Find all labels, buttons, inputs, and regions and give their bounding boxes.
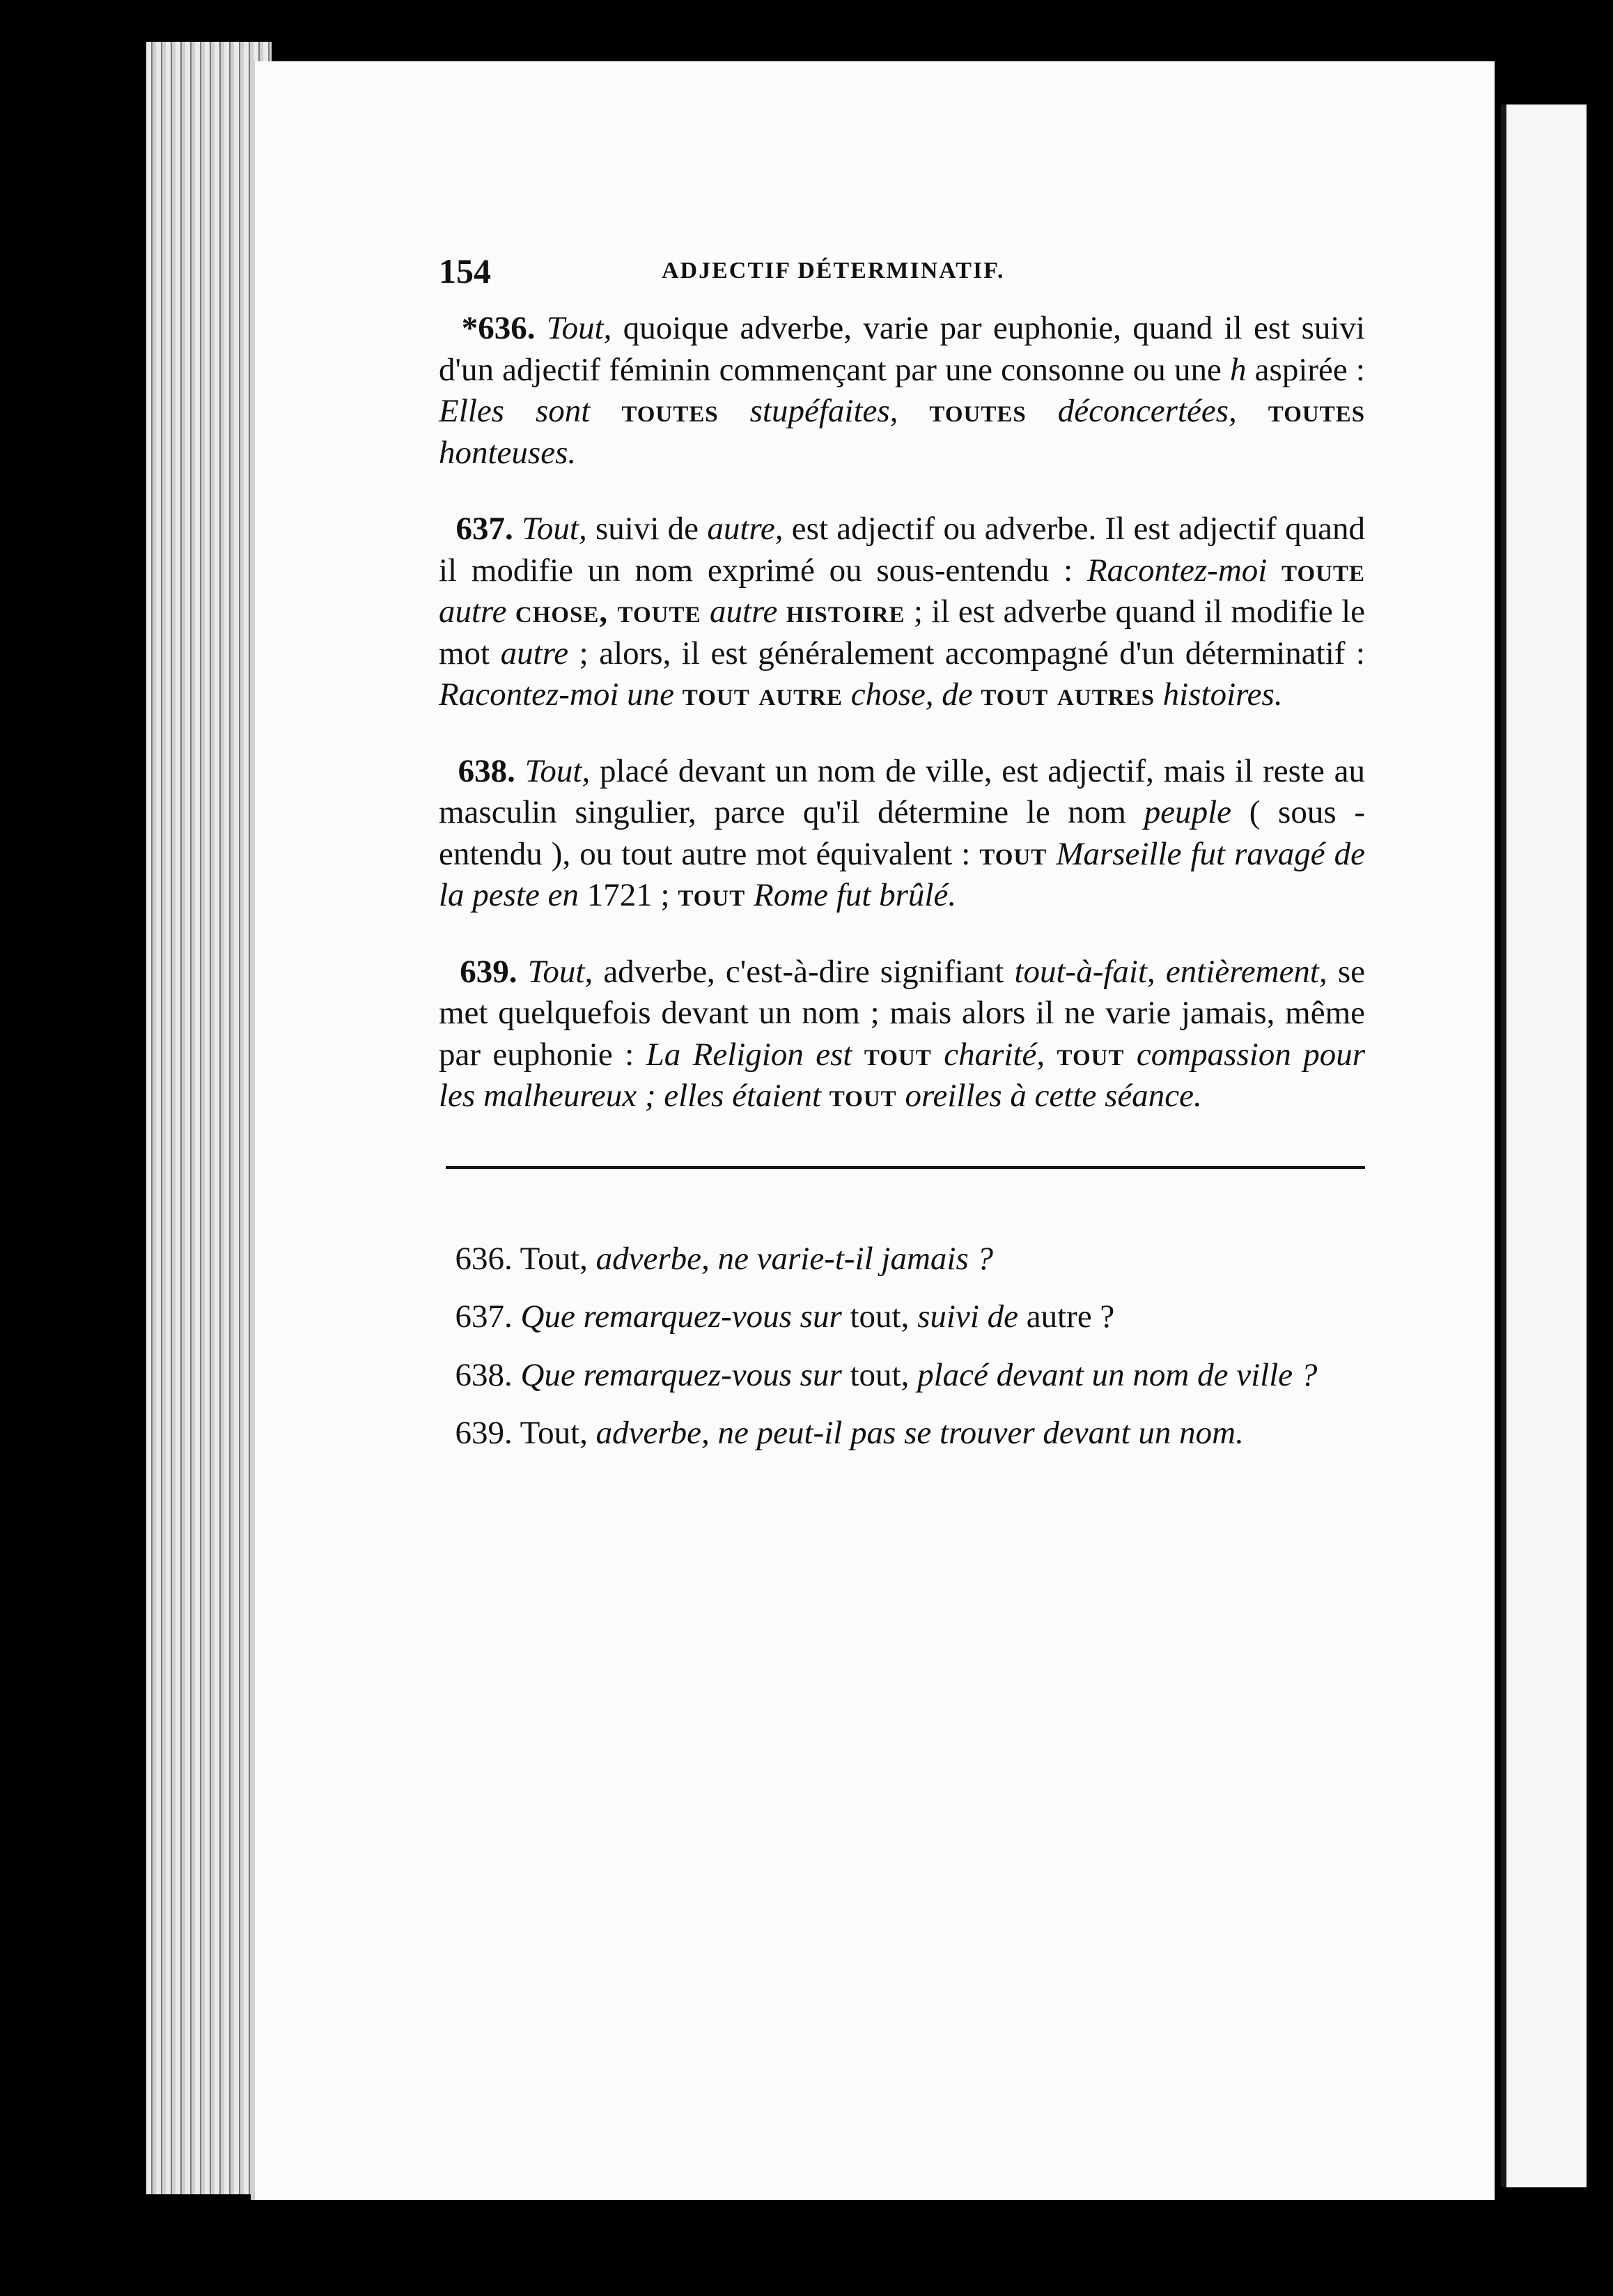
question-text: autre ? <box>1018 1298 1115 1335</box>
italic-term: tout-à-fait, entièrement, <box>1014 953 1327 990</box>
question-text: tout, <box>841 1298 918 1335</box>
paragraph-number: 638. <box>458 752 515 789</box>
italic-term: autre <box>500 635 569 672</box>
small-caps-word: tout <box>979 835 1047 872</box>
small-caps-word: toutes <box>929 393 1027 429</box>
question-text: Tout, <box>512 1415 596 1451</box>
body-text: adverbe, c'est-à-dire signifiant <box>593 953 1015 990</box>
small-caps-word: tout autres <box>981 676 1155 713</box>
page-number: 154 <box>439 251 491 290</box>
page-header <box>439 251 1365 293</box>
small-caps-word: toutes <box>1268 393 1366 429</box>
small-caps-word: tout <box>1057 1036 1125 1073</box>
body-text: ( sous - entendu ), ou tout autre mot équivalent : <box>439 794 1365 872</box>
paragraph-number: 639. <box>460 953 517 990</box>
paragraph-636 <box>439 308 1365 474</box>
italic-term: peuple <box>1144 794 1231 830</box>
body-text: quoique adverbe, varie par euphonie, quand il est suivi d'un adjectif féminin commençant par une consonne ou une <box>439 310 1365 388</box>
body-text: placé devant un nom de ville, est adjectif, mais il reste au masculin singulier, parce qu'il détermine le nom <box>439 752 1366 830</box>
question-text-italic: suivi de <box>917 1298 1018 1335</box>
example-text: La Religion est <box>646 1036 852 1073</box>
small-caps-word: tout autre <box>682 676 843 713</box>
example-text: Racontez-moi <box>1086 552 1268 589</box>
small-caps-word: tout <box>864 1036 932 1073</box>
small-caps-word: tout <box>678 877 746 913</box>
body-text: ; il est adverbe quand il modifie le mot <box>439 594 1366 672</box>
body-text: est adjectif ou adverbe. Il est adjectif quand il modifie un nom exprimé ou sous-entendu : <box>439 511 1365 589</box>
question-639 <box>439 1413 1365 1455</box>
page-content <box>439 251 1365 1471</box>
example-text: Elles sont <box>439 393 591 429</box>
body-text: ; alors, il est généralement accompagné d'un déterminatif : <box>568 635 1365 672</box>
example-text: honteuses. <box>439 434 577 471</box>
example-text: déconcertées, <box>1057 393 1237 429</box>
question-638 <box>439 1355 1365 1397</box>
body-text: suivi de <box>586 511 708 547</box>
paragraph-637 <box>439 509 1365 716</box>
example-text: charité, <box>944 1036 1045 1073</box>
small-caps-word: toute <box>1281 552 1366 589</box>
question-number: 638. <box>455 1356 513 1393</box>
question-number: 639. <box>455 1415 513 1451</box>
section-divider <box>446 1166 1365 1169</box>
paragraph-number: 637. <box>455 511 513 547</box>
example-text: stupéfaites, <box>749 393 898 429</box>
question-text-italic: placé devant un nom de ville ? <box>917 1356 1318 1393</box>
italic-term: Tout, <box>524 752 591 789</box>
example-text: Racontez-moi une <box>439 676 675 713</box>
running-head: ADJECTIF DÉTERMINATIF. <box>662 258 1005 284</box>
italic-term: Tout, <box>522 511 587 547</box>
example-text: Marseille fut ravagé de la peste en <box>439 835 1365 913</box>
question-636 <box>439 1239 1365 1280</box>
small-caps-word: chose, toute <box>515 594 701 630</box>
body-text: 1721 ; <box>579 877 678 913</box>
question-text: tout, <box>841 1356 918 1393</box>
italic-term: Tout, <box>527 953 593 990</box>
question-text: Tout, <box>512 1240 596 1277</box>
question-637 <box>439 1296 1365 1338</box>
question-text-italic: Que remarquez-vous sur <box>520 1356 842 1393</box>
paragraph-639 <box>439 952 1365 1117</box>
small-caps-word: histoire <box>786 594 905 630</box>
italic-term: h <box>1230 351 1247 388</box>
example-text: chose, de <box>850 676 973 713</box>
italic-term: autre, <box>707 511 784 547</box>
question-text-italic: adverbe, ne peut-il pas se trouver devant un nom. <box>595 1415 1244 1451</box>
example-text: oreilles à cette séance. <box>905 1078 1202 1114</box>
italic-term: Tout, <box>546 310 612 346</box>
question-text-italic: adverbe, ne varie-t-il jamais ? <box>595 1240 994 1277</box>
paragraph-638 <box>439 751 1365 917</box>
body-text: aspirée : <box>1246 351 1365 388</box>
example-text: autre <box>709 594 778 630</box>
small-caps-word: tout <box>829 1078 897 1114</box>
question-number: 637. <box>455 1298 513 1335</box>
example-text: Rome fut brûlé. <box>754 877 957 913</box>
small-caps-word: toutes <box>621 393 719 429</box>
example-text: histoires. <box>1162 676 1283 713</box>
example-text: compassion pour les malheureux ; elles étaient <box>439 1036 1366 1114</box>
question-number: 636. <box>455 1240 513 1277</box>
body-text: se met quelquefois devant un nom ; mais alors il ne varie jamais, même par euphonie : <box>439 953 1366 1073</box>
example-text: autre <box>439 594 507 630</box>
adjacent-page-edge <box>1501 104 1587 2187</box>
question-text-italic: Que remarquez-vous sur <box>520 1298 842 1335</box>
paragraph-number: *636. <box>461 310 536 346</box>
